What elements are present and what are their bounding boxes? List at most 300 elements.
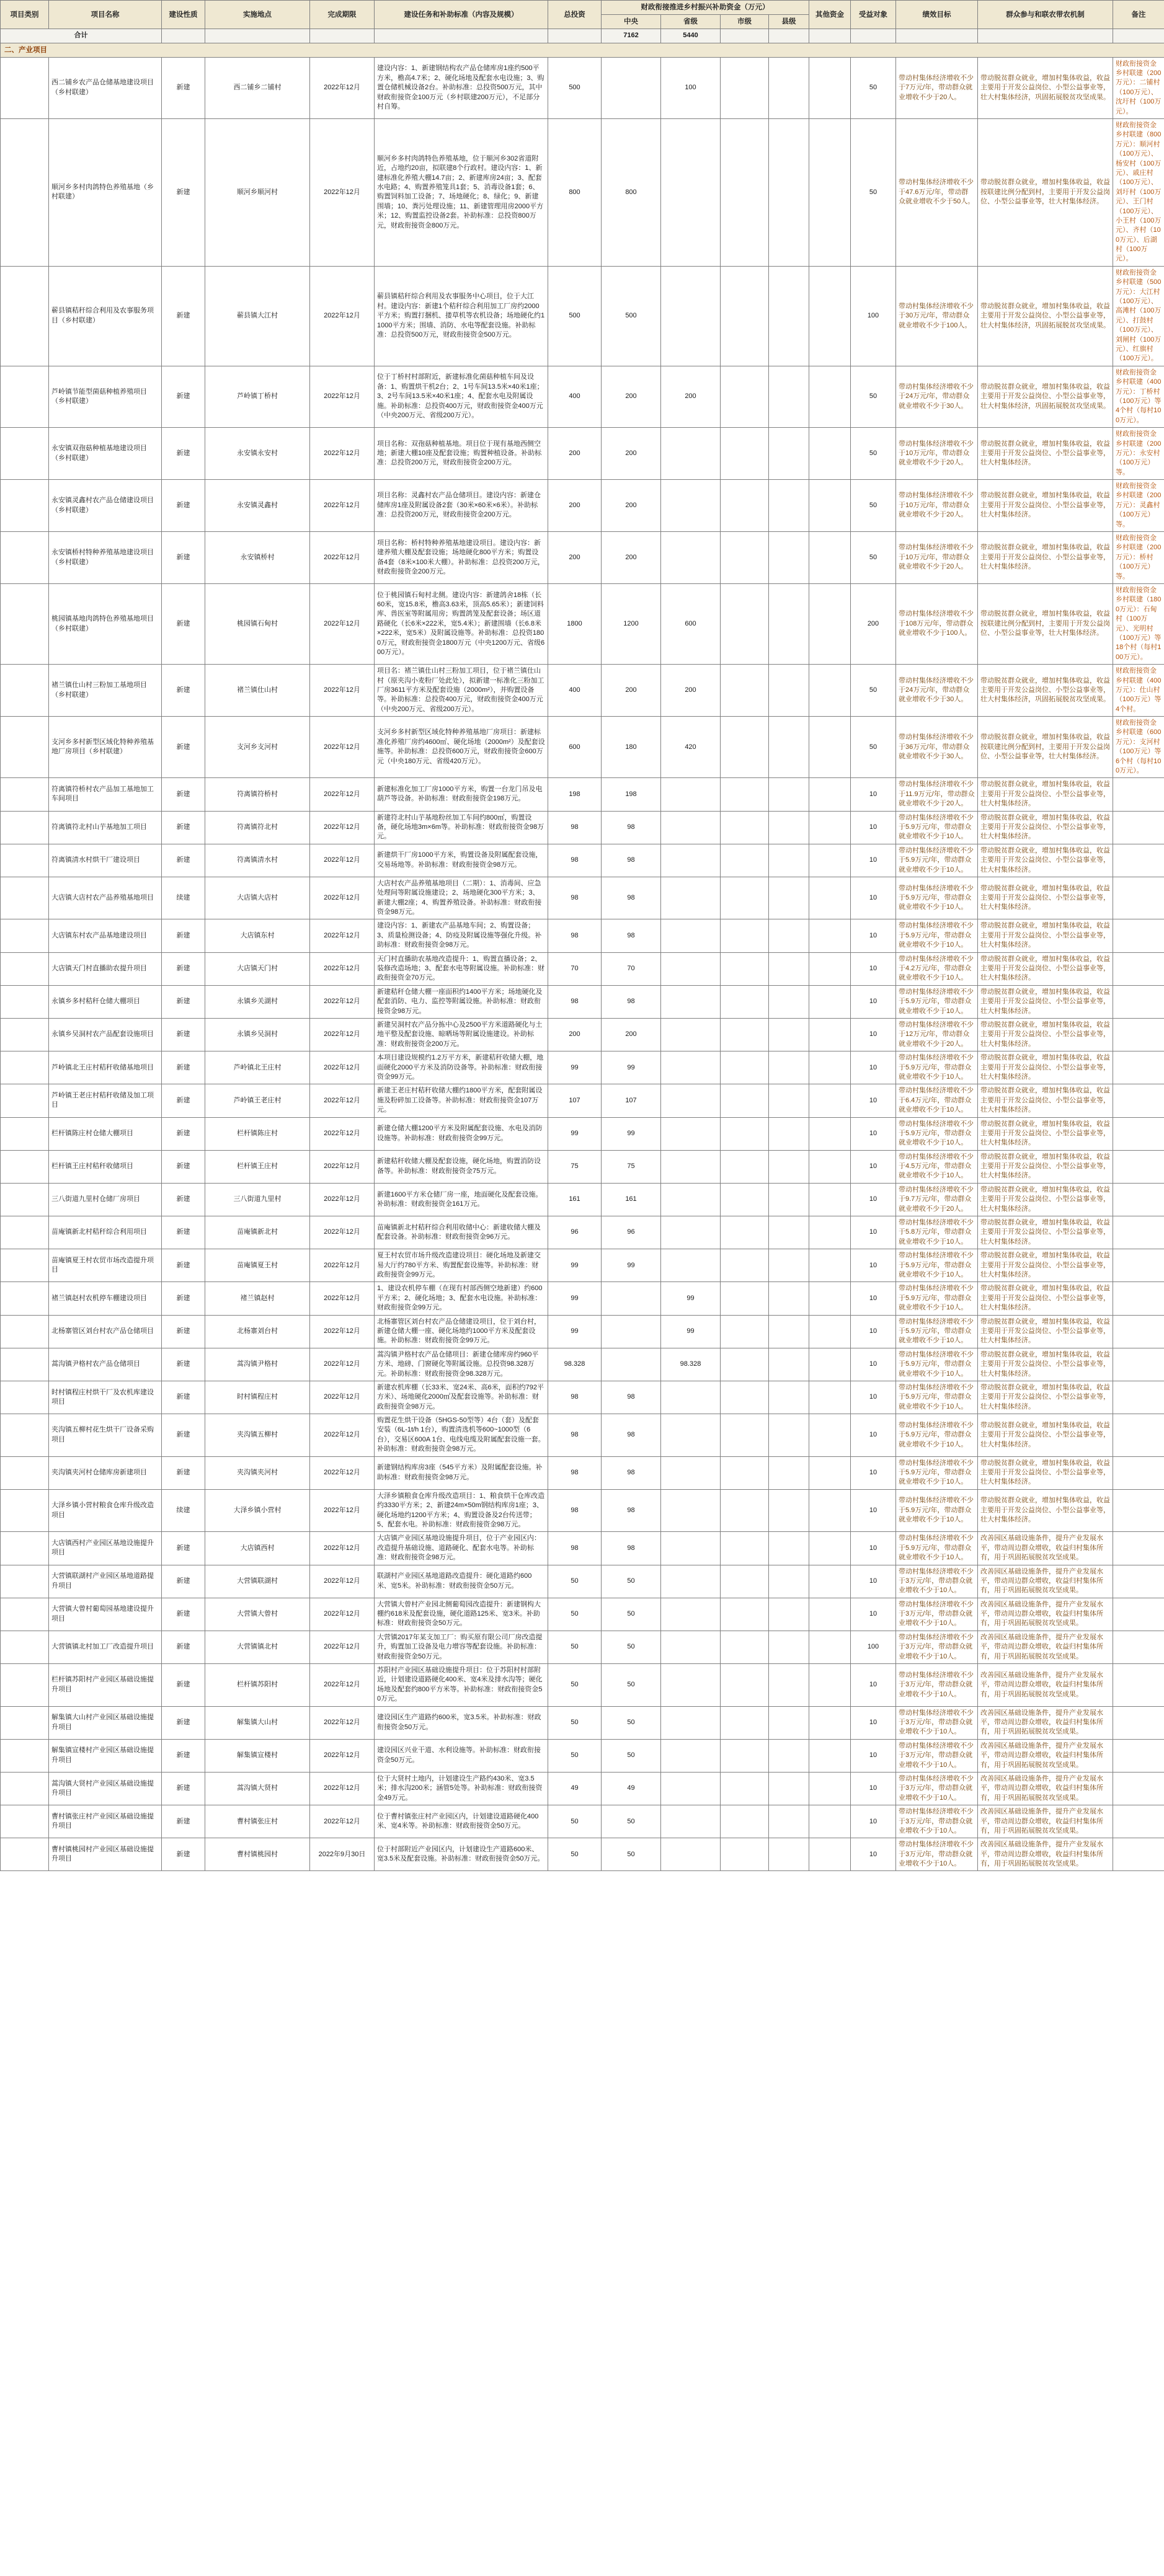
cell-category: [1, 877, 49, 919]
cell-central: 50: [602, 1664, 661, 1707]
cell-total-investment: 500: [548, 57, 602, 118]
cell-performance-goal: 带动村集体经济增收不少于3万元/年，带动群众就业增收不少于10人。: [896, 1838, 978, 1871]
cell-category: [1, 1381, 49, 1414]
cell-location: 解集镇宣楼村: [205, 1739, 310, 1772]
table-row: [1, 119, 1164, 267]
cell-total-investment: 99: [548, 1051, 602, 1084]
cell-category: [1, 1489, 49, 1532]
cell-content: 苗庵镇新北村秸秆综合利用收储中心：新建收储大棚及配套设备。补助标准：财政衔接资金96万元。: [375, 1216, 548, 1249]
cell-remark: [1113, 1772, 1164, 1805]
cell-category: [1, 1739, 49, 1772]
cell-central: 96: [602, 1216, 661, 1249]
cell-nature: 新建: [162, 1084, 205, 1117]
header-content: 建设任务和补助标准（内容及规模）: [375, 1, 548, 29]
cell-content: 大营镇大曾村产业园北侧葡萄园改造提升：新建钢构大棚约618米及配套设施，硬化道路125米、宽3米。补助标准：财政衔接资金50万元。: [375, 1598, 548, 1631]
section-row: [1, 43, 1164, 57]
cell-mechanism: 带动脱贫群众就业，增加村集体收益，收益主要用于开发公益岗位、小型公益事业等，壮大村集体经济，巩固拓展脱贫攻坚成果。: [978, 665, 1113, 717]
cell-location: 大店镇大店村: [205, 877, 310, 919]
cell-name: 栏杆镇苏阳村产业园区基础设施提升项目: [49, 1664, 162, 1707]
cell-mechanism: 带动脱贫群众就业，增加村集体收益，收益主要用于开发公益岗位、小型公益事业等，壮大村集体经济，巩固拓展脱贫攻坚成果。: [978, 366, 1113, 427]
cell-performance-goal: 带动村集体经济增收不少于5.9万元/年，带动群众就业增收不少于10人。: [896, 1117, 978, 1150]
cell-other-funds: [809, 480, 851, 532]
section-industry-projects-label: 二、产业项目: [1, 43, 1164, 57]
cell-name: 蒿沟镇大贤村产业园区基础设施提升项目: [49, 1772, 162, 1805]
cell-beneficiaries: 10: [851, 877, 896, 919]
cell-total-investment: 50: [548, 1739, 602, 1772]
cell-total-investment: 98: [548, 985, 602, 1018]
cell-nature: 新建: [162, 1414, 205, 1457]
cell-deadline: 2022年12月: [310, 119, 375, 267]
cell-county: [769, 1019, 809, 1051]
cell-performance-goal: 带动村集体经济增收不少于24万元/年，带动群众就业增收不少于30人。: [896, 665, 978, 717]
cell-deadline: 2022年12月: [310, 985, 375, 1018]
cell-category: [1, 1084, 49, 1117]
cell-central: 200: [602, 1019, 661, 1051]
cell-nature: 新建: [162, 717, 205, 778]
table-row: [1, 1805, 1164, 1838]
cell-provincial: 99: [661, 1282, 721, 1315]
cell-content: 新建吴洞村农产品分拣中心及2500平方米道路硬化与土地平整及配套设施、晾晒场等附属设施建设。补助标准：财政衔接资金200万元。: [375, 1019, 548, 1051]
cell-performance-goal: 带动村集体经济增收不少于5.9万元/年，带动群众就业增收不少于10人。: [896, 1532, 978, 1565]
cell-location: 夹沟镇夹河村: [205, 1456, 310, 1489]
table-row: [1, 1565, 1164, 1598]
cell-location: 支河乡支河村: [205, 717, 310, 778]
cell-location: 解集镇大山村: [205, 1706, 310, 1739]
cell-central: 75: [602, 1150, 661, 1183]
cell-provincial: 600: [661, 583, 721, 664]
cell-deadline: 2022年12月: [310, 1084, 375, 1117]
cell-county: [769, 1805, 809, 1838]
cell-nature: 新建: [162, 1706, 205, 1739]
cell-remark: [1113, 1532, 1164, 1565]
cell-beneficiaries: 10: [851, 919, 896, 952]
cell-location: 芦岭镇北王庄村: [205, 1051, 310, 1084]
cell-performance-goal: 带动村集体经济增收不少于10万元/年，带动群众就业增收不少于20人。: [896, 532, 978, 584]
cell-central: 198: [602, 778, 661, 811]
cell-deadline: 2022年12月: [310, 919, 375, 952]
cell-remark: [1113, 1631, 1164, 1663]
cell-name: 支河乡多村新型区域化特种养殖基地厂房项目（乡村联建）: [49, 717, 162, 778]
cell-mechanism: 带动脱贫群众就业，增加村集体收益，收益主要用于开发公益岗位、小型公益事业等，壮大村集体经济。: [978, 1489, 1113, 1532]
table-row: [1, 1381, 1164, 1414]
cell-provincial: [661, 1772, 721, 1805]
cell-mechanism: 改善园区基础设施条件，提升产业发展水平，带动周边群众增收，收益归村集体所有，用于巩固拓展脱贫攻坚成果。: [978, 1565, 1113, 1598]
cell-beneficiaries: 10: [851, 1739, 896, 1772]
cell-content: 项目名称：双孢菇种植基地。项目位于现有基地西侧空地；新建大棚10座及配套设施；购置种植设备。补助标准：总投资200万元，财政衔接资金200万元。: [375, 428, 548, 480]
cell-deadline: 2022年12月: [310, 1739, 375, 1772]
cell-beneficiaries: 10: [851, 1598, 896, 1631]
table-row: [1, 919, 1164, 952]
cell-deadline: 2022年12月: [310, 778, 375, 811]
cell-nature: 新建: [162, 119, 205, 267]
cell-content: 建设园区兴业干道、水利设施等。补助标准：财政衔接资金50万元。: [375, 1739, 548, 1772]
cell-deadline: 2022年12月: [310, 717, 375, 778]
cell-provincial: [661, 1532, 721, 1565]
cell-county: [769, 119, 809, 267]
cell-name: 时村镇程庄村烘干厂及农机库建设项目: [49, 1381, 162, 1414]
cell-category: [1, 1456, 49, 1489]
cell-remark: 财政衔接资金乡村联建（500万元）：大江村（100万元）、高滩村（100万元）、打鼓村（100万元）、刘闸村（100万元）、红旗村（100万元）。: [1113, 266, 1164, 366]
cell-content: 大店镇产业园区基地设施提升项目，位于产业园区内：改造提升基础设施、道路硬化、配套水电等。补助标准：财政衔接资金98万元。: [375, 1532, 548, 1565]
cell-municipal: [721, 1456, 769, 1489]
cell-beneficiaries: 10: [851, 1315, 896, 1348]
cell-mechanism: 带动脱贫群众就业，增加村集体收益，收益主要用于开发公益岗位、小型公益事业等，壮大村集体经济。: [978, 844, 1113, 877]
cell-nature: 新建: [162, 1216, 205, 1249]
cell-location: 永镇乡关湖村: [205, 985, 310, 1018]
cell-municipal: [721, 985, 769, 1018]
total-investment-value: [548, 29, 602, 43]
cell-performance-goal: 带动村集体经济增收不少于11.9万元/年，带动群众就业增收不少于20人。: [896, 778, 978, 811]
cell-name: 苗庵镇夏王村农贸市场改造提升项目: [49, 1249, 162, 1282]
cell-total-investment: 99: [548, 1282, 602, 1315]
cell-mechanism: 带动脱贫群众就业，增加村集体收益，收益主要用于开发公益岗位、小型公益事业等，壮大村集体经济。: [978, 1456, 1113, 1489]
cell-central: 98: [602, 985, 661, 1018]
cell-beneficiaries: 10: [851, 985, 896, 1018]
table-row: [1, 1414, 1164, 1457]
cell-location: 大店镇西村: [205, 1532, 310, 1565]
cell-provincial: [661, 1051, 721, 1084]
cell-total-investment: 99: [548, 1249, 602, 1282]
cell-location: 桃园镇石甸村: [205, 583, 310, 664]
cell-mechanism: 带动脱贫群众就业，增加村集体收益，收益主要用于开发公益岗位、小型公益事业等，壮大村集体经济。: [978, 428, 1113, 480]
cell-remark: [1113, 1565, 1164, 1598]
cell-beneficiaries: 10: [851, 1381, 896, 1414]
cell-nature: 新建: [162, 1282, 205, 1315]
cell-central: 50: [602, 1598, 661, 1631]
cell-county: [769, 57, 809, 118]
cell-location: 栏杆镇陈庄村: [205, 1117, 310, 1150]
cell-central: 50: [602, 1838, 661, 1871]
cell-category: [1, 1019, 49, 1051]
cell-name: 永镇乡吴洞村农产品配套设施项目: [49, 1019, 162, 1051]
cell-central: 98: [602, 919, 661, 952]
cell-beneficiaries: 50: [851, 480, 896, 532]
cell-total-investment: 70: [548, 952, 602, 985]
cell-mechanism: 带动脱贫群众就业，增加村集体收益，收益主要用于开发公益岗位、小型公益事业等，壮大村集体经济。: [978, 1315, 1113, 1348]
cell-nature: 新建: [162, 366, 205, 427]
cell-county: [769, 1183, 809, 1216]
cell-remark: [1113, 1249, 1164, 1282]
cell-beneficiaries: 10: [851, 844, 896, 877]
cell-performance-goal: 带动村集体经济增收不少于10万元/年，带动群众就业增收不少于20人。: [896, 480, 978, 532]
cell-name: 大店镇西村产业园区基地设施提升项目: [49, 1532, 162, 1565]
cell-central: 99: [602, 1051, 661, 1084]
cell-performance-goal: 带动村集体经济增收不少于3万元/年，带动群众就业增收不少于10人。: [896, 1706, 978, 1739]
cell-location: 曹村镇桃园村: [205, 1838, 310, 1871]
cell-beneficiaries: 10: [851, 1183, 896, 1216]
cell-remark: 财政衔接资金乡村联建（400万元）：仕山村（100万元）等4个村。: [1113, 665, 1164, 717]
cell-deadline: 2022年12月: [310, 1664, 375, 1707]
cell-central: 107: [602, 1084, 661, 1117]
cell-nature: 新建: [162, 1739, 205, 1772]
cell-nature: 新建: [162, 1183, 205, 1216]
cell-county: [769, 1772, 809, 1805]
cell-category: [1, 1183, 49, 1216]
cell-other-funds: [809, 811, 851, 844]
cell-nature: 新建: [162, 1117, 205, 1150]
cell-municipal: [721, 1772, 769, 1805]
cell-other-funds: [809, 1084, 851, 1117]
cell-remark: [1113, 1019, 1164, 1051]
cell-category: [1, 1051, 49, 1084]
cell-content: 大店村农产品养殖基地项目（二期）：1、消毒间、应急处理间等附属设施建设；2、场地硬化300平方米；3、新建大棚2座；4、购置养殖设备。补助标准：财政衔接资金98万元。: [375, 877, 548, 919]
cell-beneficiaries: 10: [851, 1084, 896, 1117]
cell-other-funds: [809, 532, 851, 584]
cell-deadline: 2022年12月: [310, 844, 375, 877]
cell-provincial: [661, 1598, 721, 1631]
table-row: [1, 428, 1164, 480]
cell-county: [769, 811, 809, 844]
cell-county: [769, 1282, 809, 1315]
cell-location: 时村镇程庄村: [205, 1381, 310, 1414]
cell-provincial: [661, 877, 721, 919]
cell-total-investment: 800: [548, 119, 602, 267]
cell-mechanism: 带动脱贫群众就业，增加村集体收益，收益主要用于开发公益岗位、小型公益事业等，壮大村集体经济。: [978, 1019, 1113, 1051]
cell-name: 大店镇天门村直播助农提升项目: [49, 952, 162, 985]
cell-other-funds: [809, 57, 851, 118]
cell-other-funds: [809, 1414, 851, 1457]
cell-total-investment: 75: [548, 1150, 602, 1183]
cell-county: [769, 1631, 809, 1663]
cell-beneficiaries: 50: [851, 366, 896, 427]
cell-name: 北杨寨管区刘台村农产品仓储项目: [49, 1315, 162, 1348]
cell-location: 永安镇灵鑫村: [205, 480, 310, 532]
cell-content: 购置花生烘干设备（5HGS-50型等）4台（套）及配套安装（6L-1t/h 1台），购置清选机等600~1000型（6台），交易区600A 1台、电线电缆及附属配套设施一套。补助标准：财政衔接资金98万元。: [375, 1414, 548, 1457]
header-subsidy-group: 财政衔接推进乡村振兴补助资金（万元）: [602, 1, 809, 15]
cell-total-investment: 500: [548, 266, 602, 366]
cell-total-investment: 400: [548, 665, 602, 717]
table-row: [1, 1150, 1164, 1183]
cell-total-investment: 107: [548, 1084, 602, 1117]
cell-central: [602, 1348, 661, 1381]
cell-deadline: 2022年12月: [310, 1456, 375, 1489]
cell-name: 永镇乡多村秸秆仓储大棚项目: [49, 985, 162, 1018]
table-row: [1, 1348, 1164, 1381]
cell-other-funds: [809, 1739, 851, 1772]
cell-central: 99: [602, 1249, 661, 1282]
cell-county: [769, 1739, 809, 1772]
cell-deadline: 2022年12月: [310, 952, 375, 985]
table-row: [1, 1838, 1164, 1871]
cell-mechanism: 改善园区基础设施条件，提升产业发展水平，带动周边群众增收，收益归村集体所有，用于巩固拓展脱贫攻坚成果。: [978, 1631, 1113, 1663]
cell-mechanism: 带动脱贫群众就业，增加村集体收益，收益按联建比例分配到村，主要用于开发公益岗位、小型公益事业等，壮大村集体经济。: [978, 583, 1113, 664]
cell-category: [1, 1706, 49, 1739]
cell-nature: 新建: [162, 57, 205, 118]
cell-performance-goal: 带动村集体经济增收不少于3万元/年，带动群众就业增收不少于10人。: [896, 1598, 978, 1631]
cell-location: 蒿沟镇尹格村: [205, 1348, 310, 1381]
cell-central: 200: [602, 366, 661, 427]
cell-municipal: [721, 1414, 769, 1457]
cell-municipal: [721, 266, 769, 366]
cell-other-funds: [809, 985, 851, 1018]
cell-category: [1, 1631, 49, 1663]
cell-central: 200: [602, 480, 661, 532]
total-other-funds-value: [809, 29, 851, 43]
cell-beneficiaries: 10: [851, 1019, 896, 1051]
cell-beneficiaries: 10: [851, 1565, 896, 1598]
cell-total-investment: 198: [548, 778, 602, 811]
cell-county: [769, 1249, 809, 1282]
cell-county: [769, 778, 809, 811]
cell-performance-goal: 带动村集体经济增收不少于6.4万元/年，带动群众就业增收不少于10人。: [896, 1084, 978, 1117]
cell-central: 70: [602, 952, 661, 985]
cell-category: [1, 985, 49, 1018]
cell-nature: 新建: [162, 1249, 205, 1282]
cell-beneficiaries: 10: [851, 1348, 896, 1381]
cell-remark: [1113, 952, 1164, 985]
cell-performance-goal: 带动村集体经济增收不少于5.9万元/年，带动群众就业增收不少于10人。: [896, 1282, 978, 1315]
cell-remark: [1113, 1183, 1164, 1216]
cell-name: 大营镇联湖村产业园区基地道路提升项目: [49, 1565, 162, 1598]
cell-performance-goal: 带动村集体经济增收不少于36万元/年，带动群众就业增收不少于30人。: [896, 717, 978, 778]
cell-municipal: [721, 1706, 769, 1739]
cell-category: [1, 1150, 49, 1183]
table-row: [1, 266, 1164, 366]
cell-county: [769, 583, 809, 664]
cell-nature: 新建: [162, 1381, 205, 1414]
table-row: [1, 1183, 1164, 1216]
cell-category: [1, 1315, 49, 1348]
cell-provincial: [661, 1150, 721, 1183]
cell-name: 西二铺乡农产品仓储基地建设项目（乡村联建）: [49, 57, 162, 118]
cell-performance-goal: 带动村集体经济增收不少于5.9万元/年，带动群众就业增收不少于10人。: [896, 985, 978, 1018]
cell-content: 新建符北村山芋基地粉丝加工车间约800㎡，购置设备，硬化场地3m×6m等。补助标准：财政衔接资金98万元。: [375, 811, 548, 844]
cell-mechanism: 带动脱贫群众就业，增加村集体收益，收益按联建比例分配到村，主要用于开发公益岗位、小型公益事业等，壮大村集体经济。: [978, 717, 1113, 778]
cell-provincial: 98.328: [661, 1348, 721, 1381]
cell-content: 大营镇2017年某支加工厂：购买原有限公司厂房改造提升，购置加工设备及电力增容等配套设施。补助标准：财政衔接资金50万元。: [375, 1631, 548, 1663]
cell-other-funds: [809, 1282, 851, 1315]
table-row: [1, 778, 1164, 811]
cell-category: [1, 1282, 49, 1315]
cell-content: 1、建设农机停车棚（在现有村部西侧空地新建）约600平方米；2、硬化场地；3、配套水电设施。补助标准：财政衔接资金99万元。: [375, 1282, 548, 1315]
cell-municipal: [721, 366, 769, 427]
cell-remark: [1113, 1805, 1164, 1838]
cell-location: 永镇乡吴洞村: [205, 1019, 310, 1051]
cell-name: 顺河乡多村肉鸽特色养殖基地（乡村联建）: [49, 119, 162, 267]
cell-central: 800: [602, 119, 661, 267]
cell-content: 苏阳村产业园区基础设施提升项目：位于苏阳村村部附近，计划建设道路硬化400米、宽4米及排水沟等；硬化场地及配套约800平方米等。补助标准：财政衔接资金50万元。: [375, 1664, 548, 1707]
total-content-cell: [375, 29, 548, 43]
cell-central: 200: [602, 428, 661, 480]
cell-nature: 新建: [162, 1838, 205, 1871]
table-row: [1, 1489, 1164, 1532]
cell-content: 天门村直播助农基地改造提升：1、购置直播设备；2、装修改造场地；3、配套水电等附属设施。补助标准：财政衔接资金70万元。: [375, 952, 548, 985]
cell-name: 桃园镇基地肉鸽特色养殖基地项目（乡村联建）: [49, 583, 162, 664]
cell-total-investment: 49: [548, 1772, 602, 1805]
cell-location: 大店镇东村: [205, 919, 310, 952]
cell-content: 位于桃园镇石甸村北侧。建设内容：新建鸽舍18栋（长60米，宽15.8米，檐高3.63米，顶高5.65米）；新建饲料库、兽医室等附属用房；购置鸽笼及配套设备；场区道路硬化（长6米×222米，宽5.4米）；新建围墙（长6.8米×222米，宽5米）及附属设施等。补助标准：总投资1800万元，财政衔接资金1800万元（中央1200万元、省级600万元）。: [375, 583, 548, 664]
table-row: [1, 985, 1164, 1018]
cell-mechanism: 改善园区基础设施条件，提升产业发展水平，带动周边群众增收，收益归村集体所有，用于巩固拓展脱贫攻坚成果。: [978, 1664, 1113, 1707]
cell-location: 大营镇镇北村: [205, 1631, 310, 1663]
cell-municipal: [721, 665, 769, 717]
cell-beneficiaries: 10: [851, 1051, 896, 1084]
cell-location: 曹村镇张庄村: [205, 1805, 310, 1838]
cell-performance-goal: 带动村集体经济增收不少于3万元/年，带动群众就业增收不少于10人。: [896, 1805, 978, 1838]
cell-total-investment: 600: [548, 717, 602, 778]
cell-performance-goal: 带动村集体经济增收不少于3万元/年，带动群众就业增收不少于10人。: [896, 1664, 978, 1707]
cell-municipal: [721, 1216, 769, 1249]
cell-name: 夹沟镇五柳村花生烘干厂设备采购项目: [49, 1414, 162, 1457]
cell-deadline: 2022年12月: [310, 1051, 375, 1084]
cell-location: 西二铺乡二铺村: [205, 57, 310, 118]
cell-mechanism: 带动脱贫群众就业，增加村集体收益，收益主要用于开发公益岗位、小型公益事业等，壮大村集体经济。: [978, 952, 1113, 985]
cell-total-investment: 96: [548, 1216, 602, 1249]
header-mechanism: 群众参与和联农带农机制: [978, 1, 1113, 29]
cell-total-investment: 50: [548, 1805, 602, 1838]
cell-deadline: 2022年12月: [310, 665, 375, 717]
cell-provincial: [661, 985, 721, 1018]
cell-performance-goal: 带动村集体经济增收不少于5.9万元/年，带动群众就业增收不少于10人。: [896, 1414, 978, 1457]
cell-other-funds: [809, 1019, 851, 1051]
cell-municipal: [721, 583, 769, 664]
cell-content: 北杨寨管区刘台村农产品仓储建设项目，位于刘台村，新建仓储大棚一座、硬化场地约1000平方米及配套设施。补助标准：财政衔接资金99万元。: [375, 1315, 548, 1348]
cell-other-funds: [809, 952, 851, 985]
cell-name: 永安镇双孢菇种植基地建设项目（乡村联建）: [49, 428, 162, 480]
cell-mechanism: 带动脱贫群众就业，增加村集体收益，收益主要用于开发公益岗位、小型公益事业等，壮大村集体经济。: [978, 1183, 1113, 1216]
cell-municipal: [721, 1051, 769, 1084]
cell-central: 98: [602, 877, 661, 919]
cell-remark: [1113, 1598, 1164, 1631]
cell-category: [1, 532, 49, 584]
cell-municipal: [721, 428, 769, 480]
cell-municipal: [721, 1249, 769, 1282]
cell-deadline: 2022年12月: [310, 366, 375, 427]
cell-category: [1, 665, 49, 717]
cell-deadline: 2022年12月: [310, 1489, 375, 1532]
cell-nature: 新建: [162, 1150, 205, 1183]
cell-municipal: [721, 1348, 769, 1381]
cell-category: [1, 1117, 49, 1150]
cell-other-funds: [809, 1456, 851, 1489]
cell-other-funds: [809, 1598, 851, 1631]
cell-central: 50: [602, 1706, 661, 1739]
total-beneficiaries-value: [851, 29, 896, 43]
cell-total-investment: 50: [548, 1664, 602, 1707]
cell-municipal: [721, 952, 769, 985]
cell-location: 褚兰镇赵村: [205, 1282, 310, 1315]
cell-location: 大营镇联湖村: [205, 1565, 310, 1598]
cell-remark: 财政衔接资金乡村联建（800万元）：顺河村（100万元）、杨安村（100万元）、戚庄村（100万元）、刘圩村（100万元）、王门村（100万元）、小王村（100万元）、齐村（100万元）、后湖村（100万元）。: [1113, 119, 1164, 267]
cell-remark: 财政衔接资金乡村联建（200万元）：桥村（100万元）等。: [1113, 532, 1164, 584]
total-deadline-cell: [310, 29, 375, 43]
cell-mechanism: 带动脱贫群众就业，增加村集体收益，收益主要用于开发公益岗位、小型公益事业等，壮大村集体经济。: [978, 919, 1113, 952]
cell-content: 新建王老庄村秸秆收储大棚约1800平方米，配套附属设施及粉碎加工设备等。补助标准：财政衔接资金107万元。: [375, 1084, 548, 1117]
cell-other-funds: [809, 266, 851, 366]
cell-deadline: 2022年12月: [310, 57, 375, 118]
cell-central: 200: [602, 665, 661, 717]
cell-remark: [1113, 1348, 1164, 1381]
cell-total-investment: 98: [548, 811, 602, 844]
cell-deadline: 2022年12月: [310, 1117, 375, 1150]
cell-content: 建设内容：1、新建钢结构农产品仓储库房1座约500平方米，檐高4.7米；2、硬化场地及配套水电设施；3、购置仓储机械设备2台。补助标准：总投资500万元，其中财政衔接资金100万元（乡村联建200万元），不足部分村自筹。: [375, 57, 548, 118]
cell-performance-goal: 带动村集体经济增收不少于5.9万元/年，带动群众就业增收不少于10人。: [896, 1051, 978, 1084]
cell-name: 芦岭镇节能型菌菇种植养殖项目（乡村联建）: [49, 366, 162, 427]
cell-content: 新建钢结构库房3座（545平方米）及附属配套设施。补助标准：财政衔接资金98万元。: [375, 1456, 548, 1489]
cell-provincial: [661, 844, 721, 877]
header-total-investment: 总投资: [548, 1, 602, 29]
cell-performance-goal: 带动村集体经济增收不少于3万元/年，带动群众就业增收不少于10人。: [896, 1739, 978, 1772]
cell-performance-goal: 带动村集体经济增收不少于5.9万元/年，带动群众就业增收不少于10人。: [896, 1348, 978, 1381]
cell-performance-goal: 带动村集体经济增收不少于5.9万元/年，带动群众就业增收不少于10人。: [896, 1489, 978, 1532]
cell-provincial: [661, 1739, 721, 1772]
cell-nature: 新建: [162, 1805, 205, 1838]
cell-remark: [1113, 844, 1164, 877]
table-row: [1, 1631, 1164, 1663]
cell-provincial: 99: [661, 1315, 721, 1348]
cell-name: 大店镇东村农产品基地建设项目: [49, 919, 162, 952]
cell-remark: [1113, 778, 1164, 811]
